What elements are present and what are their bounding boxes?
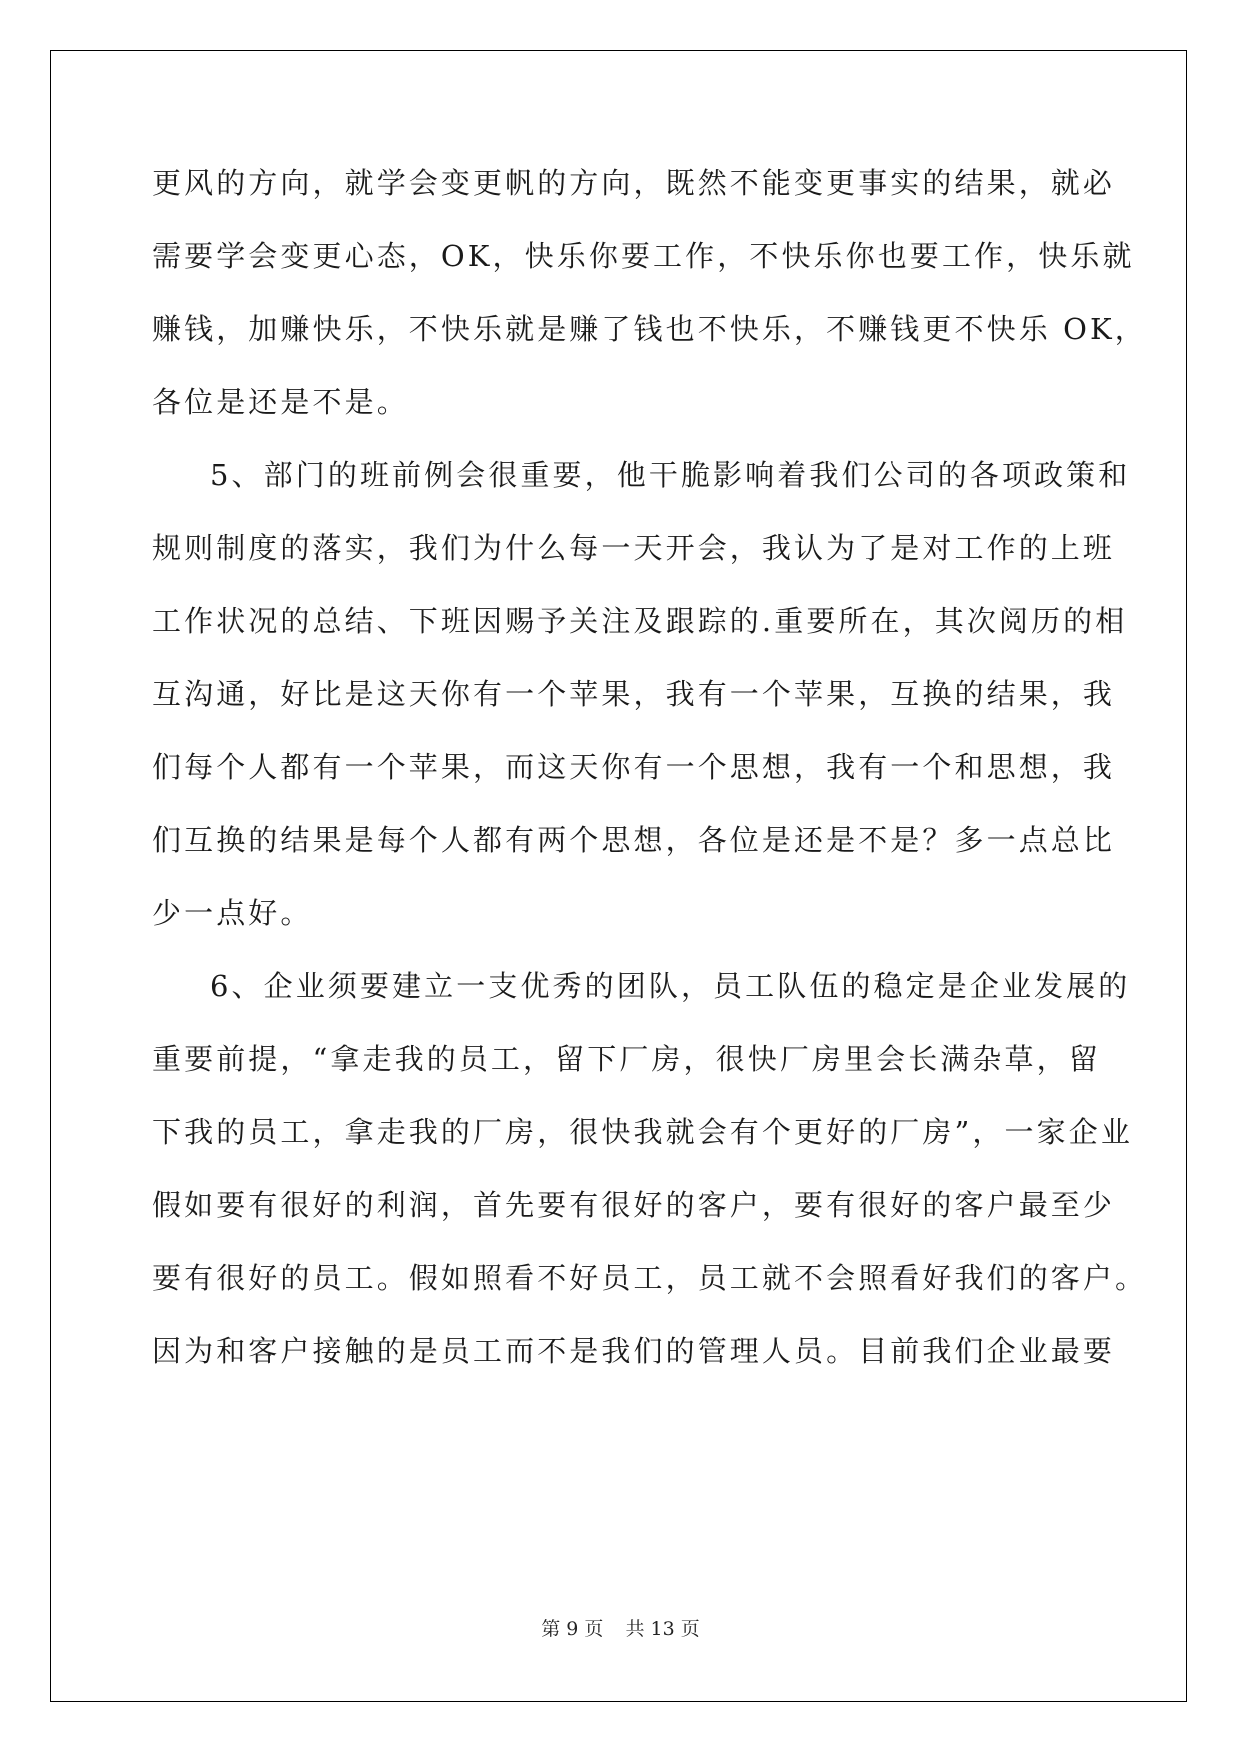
text-line: 工作状况的总结、下班因赐予关注及跟踪的.重要所在，其次阅历的相 xyxy=(152,604,1128,638)
text-line: 要有很好的员工。假如照看不好员工，员工就不会照看好我们的客户。 xyxy=(152,1261,1148,1295)
text-line: 重要前提，“拿走我的员工，留下厂房，很快厂房里会长满杂草，留 xyxy=(152,1042,1101,1076)
text-line: 假如要有很好的利润，首先要有很好的客户，要有很好的客户最至少 xyxy=(152,1188,1116,1222)
text-line: 赚钱，加赚快乐，不快乐就是赚了钱也不快乐，不赚钱更不快乐 OK， xyxy=(152,312,1147,346)
paragraph-start-line: 5、部门的班前例会很重要，他干脆影响着我们公司的各项政策和 xyxy=(210,458,1131,492)
text-line: 少一点好。 xyxy=(152,896,313,930)
text-line: 们互换的结果是每个人都有两个思想，各位是还是不是？多一点总比 xyxy=(152,823,1116,857)
text-line: 互沟通，好比是这天你有一个苹果，我有一个苹果，互换的结果，我 xyxy=(152,677,1116,711)
page-number: 第 9 页 xyxy=(541,1618,604,1640)
page-total: 共 13 页 xyxy=(625,1618,700,1640)
text-line: 规则制度的落实，我们为什么每一天开会，我认为了是对工作的上班 xyxy=(152,531,1116,565)
text-line: 更风的方向，就学会变更帆的方向，既然不能变更事实的结果，就必 xyxy=(152,166,1116,200)
page-border xyxy=(50,50,1187,1702)
text-line: 们每个人都有一个苹果，而这天你有一个思想，我有一个和思想，我 xyxy=(152,750,1116,784)
paragraph-start-line: 6、企业须要建立一支优秀的团队，员工队伍的稳定是企业发展的 xyxy=(210,969,1131,1003)
text-line: 下我的员工，拿走我的厂房，很快我就会有个更好的厂房”，一家企业 xyxy=(152,1115,1133,1149)
text-line: 需要学会变更心态，OK，快乐你要工作，不快乐你也要工作，快乐就 xyxy=(152,239,1135,273)
page-footer xyxy=(0,1614,1241,1641)
text-line: 因为和客户接触的是员工而不是我们的管理人员。目前我们企业最要 xyxy=(152,1334,1116,1368)
text-line: 各位是还是不是。 xyxy=(152,385,409,419)
